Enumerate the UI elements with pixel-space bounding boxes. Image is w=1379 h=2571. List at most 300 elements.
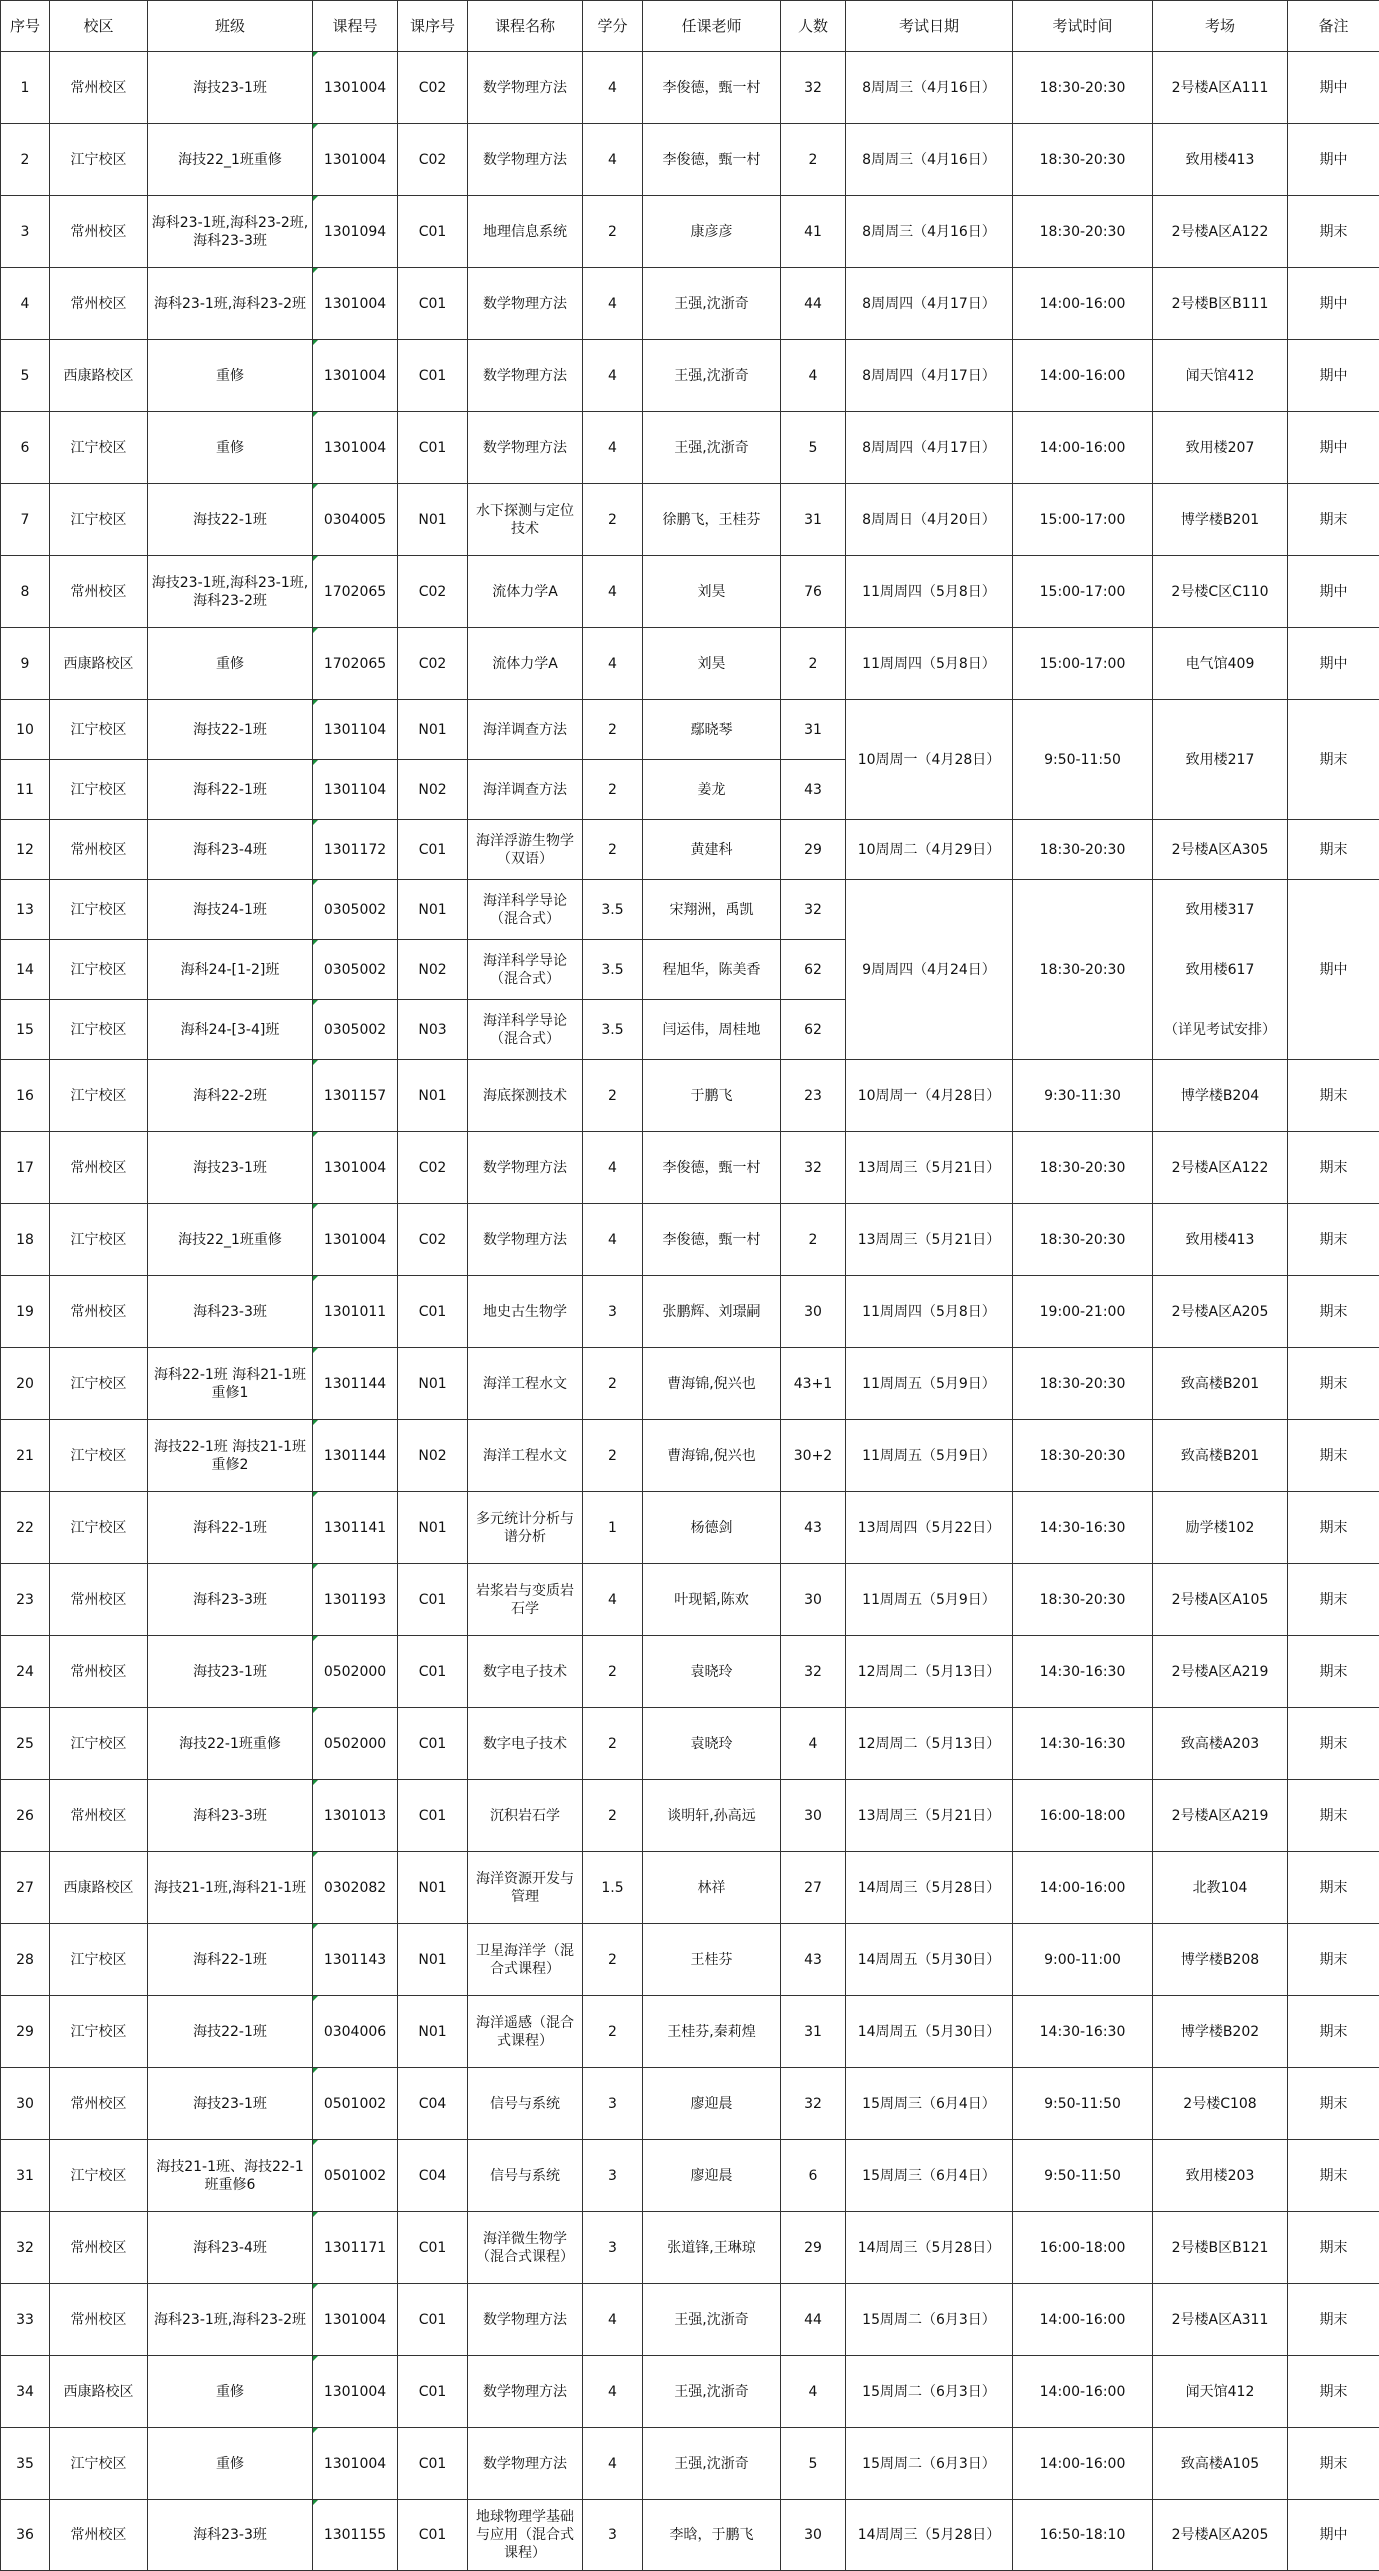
cell-exam-date: 11周周五（5月9日） xyxy=(846,1348,1013,1420)
cell-class: 海技22-1班重修 xyxy=(148,1708,313,1780)
cell-room: 致高楼A105 xyxy=(1153,2428,1288,2500)
cell-campus: 常州校区 xyxy=(50,2284,148,2356)
cell-exam-date: 10周周二（4月29日） xyxy=(846,820,1013,880)
cell-exam-date: 8周周三（4月16日） xyxy=(846,52,1013,124)
cell-exam-time: 9:50-11:50 xyxy=(1013,2068,1153,2140)
cell-credit: 3 xyxy=(583,1276,643,1348)
table-row xyxy=(1,2428,1379,2500)
cell-campus: 常州校区 xyxy=(50,2212,148,2284)
cell-exam-time: 9:50-11:50 xyxy=(1013,2140,1153,2212)
cell-campus: 常州校区 xyxy=(50,1780,148,1852)
room-line: 致用楼317 xyxy=(1156,900,1284,920)
cell-exam-time: 14:30-16:30 xyxy=(1013,1636,1153,1708)
cell-course-no: 1301141 xyxy=(313,1492,398,1564)
col-header-seq: 序号 xyxy=(1,1,50,52)
cell-teacher: 林祥 xyxy=(643,1852,781,1924)
cell-teacher: 程旭华，陈美香 xyxy=(643,940,781,1000)
cell-room: 致高楼A203 xyxy=(1153,1708,1288,1780)
cell-exam-time: 18:30-20:30 xyxy=(1013,880,1153,1060)
cell-count: 2 xyxy=(781,124,846,196)
cell-campus: 西康路校区 xyxy=(50,340,148,412)
col-header-note: 备注 xyxy=(1288,1,1379,52)
cell-note: 期末 xyxy=(1288,2284,1379,2356)
cell-course-seq: C01 xyxy=(398,1564,468,1636)
cell-seq: 5 xyxy=(1,340,50,412)
cell-teacher: 袁晓玲 xyxy=(643,1636,781,1708)
cell-note: 期中 xyxy=(1288,124,1379,196)
cell-teacher: 王强,沈浙奇 xyxy=(643,2284,781,2356)
cell-course-no: 0305002 xyxy=(313,940,398,1000)
cell-exam-date: 15周周二（6月3日） xyxy=(846,2428,1013,2500)
cell-campus: 江宁校区 xyxy=(50,1000,148,1060)
cell-room: 电气馆409 xyxy=(1153,628,1288,700)
cell-note: 期末 xyxy=(1288,196,1379,268)
cell-count: 43 xyxy=(781,1492,846,1564)
cell-class: 海科22-1班 xyxy=(148,1924,313,1996)
cell-note: 期末 xyxy=(1288,2212,1379,2284)
cell-room: 致用楼413 xyxy=(1153,1204,1288,1276)
cell-seq: 17 xyxy=(1,1132,50,1204)
cell-credit: 3 xyxy=(583,2140,643,2212)
cell-campus: 常州校区 xyxy=(50,556,148,628)
table-row xyxy=(1,484,1379,556)
cell-count: 32 xyxy=(781,1636,846,1708)
cell-note: 期末 xyxy=(1288,1492,1379,1564)
cell-exam-time: 18:30-20:30 xyxy=(1013,124,1153,196)
table-row xyxy=(1,1420,1379,1492)
cell-exam-date: 8周周四（4月17日） xyxy=(846,340,1013,412)
cell-count: 76 xyxy=(781,556,846,628)
table-row xyxy=(1,340,1379,412)
cell-course-name: 海洋调查方法 xyxy=(468,700,583,760)
cell-course-name: 数学物理方法 xyxy=(468,2284,583,2356)
cell-course-no: 0305002 xyxy=(313,880,398,940)
cell-course-seq: C01 xyxy=(398,268,468,340)
cell-room: 2号楼A区A122 xyxy=(1153,196,1288,268)
cell-course-name: 数字电子技术 xyxy=(468,1708,583,1780)
cell-course-no: 1301013 xyxy=(313,1780,398,1852)
header-row xyxy=(1,1,1379,52)
cell-room: 致用楼217 xyxy=(1153,700,1288,820)
cell-exam-date: 10周周一（4月28日） xyxy=(846,700,1013,820)
cell-class: 海科23-1班,海科23-2班,海科23-3班 xyxy=(148,196,313,268)
cell-course-seq: C01 xyxy=(398,2428,468,2500)
cell-course-no: 1301004 xyxy=(313,1204,398,1276)
cell-course-seq: C01 xyxy=(398,2212,468,2284)
table-row xyxy=(1,124,1379,196)
cell-credit: 3 xyxy=(583,2212,643,2284)
cell-course-name: 数字电子技术 xyxy=(468,1636,583,1708)
room-line: 致用楼617 xyxy=(1156,960,1284,980)
cell-course-no: 0502000 xyxy=(313,1636,398,1708)
cell-campus: 江宁校区 xyxy=(50,1492,148,1564)
cell-note: 期末 xyxy=(1288,1852,1379,1924)
cell-room: 致用楼203 xyxy=(1153,2140,1288,2212)
cell-course-name: 海洋调查方法 xyxy=(468,760,583,820)
cell-note: 期末 xyxy=(1288,1348,1379,1420)
cell-course-no: 1702065 xyxy=(313,628,398,700)
cell-count: 32 xyxy=(781,880,846,940)
cell-course-name: 海洋工程水文 xyxy=(468,1348,583,1420)
cell-count: 31 xyxy=(781,700,846,760)
cell-seq: 25 xyxy=(1,1708,50,1780)
cell-course-no: 1301004 xyxy=(313,124,398,196)
cell-course-seq: N01 xyxy=(398,484,468,556)
cell-class: 重修 xyxy=(148,628,313,700)
cell-seq: 10 xyxy=(1,700,50,760)
cell-course-name: 沉积岩石学 xyxy=(468,1780,583,1852)
cell-count: 44 xyxy=(781,268,846,340)
table-row xyxy=(1,2356,1379,2428)
cell-note: 期末 xyxy=(1288,1996,1379,2068)
cell-seq: 6 xyxy=(1,412,50,484)
cell-teacher: 王桂芬,秦莉煌 xyxy=(643,1996,781,2068)
cell-course-seq: N01 xyxy=(398,700,468,760)
cell-class: 海科23-3班 xyxy=(148,2500,313,2571)
col-header-teacher: 任课老师 xyxy=(643,1,781,52)
cell-course-seq: C01 xyxy=(398,2356,468,2428)
cell-exam-date: 8周周日（4月20日） xyxy=(846,484,1013,556)
cell-count: 62 xyxy=(781,940,846,1000)
cell-credit: 3 xyxy=(583,2068,643,2140)
cell-campus: 常州校区 xyxy=(50,1276,148,1348)
cell-class: 海技22-1班 xyxy=(148,700,313,760)
cell-course-seq: C02 xyxy=(398,1132,468,1204)
cell-class: 海技22_1班重修 xyxy=(148,124,313,196)
cell-note: 期中 xyxy=(1288,556,1379,628)
cell-credit: 2 xyxy=(583,484,643,556)
cell-note: 期中 xyxy=(1288,2500,1379,2571)
cell-campus: 西康路校区 xyxy=(50,628,148,700)
cell-class: 海技22-1班 海技21-1班重修2 xyxy=(148,1420,313,1492)
cell-exam-date: 11周周四（5月8日） xyxy=(846,1276,1013,1348)
cell-seq: 31 xyxy=(1,2140,50,2212)
cell-course-seq: C04 xyxy=(398,2068,468,2140)
cell-count: 41 xyxy=(781,196,846,268)
cell-exam-date: 14周周五（5月30日） xyxy=(846,1924,1013,1996)
cell-exam-date: 13周周三（5月21日） xyxy=(846,1132,1013,1204)
table-row xyxy=(1,1276,1379,1348)
cell-teacher: 李俊德，甄一村 xyxy=(643,1132,781,1204)
cell-course-name: 数学物理方法 xyxy=(468,268,583,340)
cell-credit: 2 xyxy=(583,1420,643,1492)
cell-count: 30 xyxy=(781,1564,846,1636)
cell-teacher: 姜龙 xyxy=(643,760,781,820)
cell-count: 4 xyxy=(781,2356,846,2428)
cell-class: 重修 xyxy=(148,412,313,484)
cell-credit: 2 xyxy=(583,1636,643,1708)
cell-seq: 28 xyxy=(1,1924,50,1996)
cell-exam-time: 14:00-16:00 xyxy=(1013,2284,1153,2356)
cell-teacher: 曹海锦,倪兴也 xyxy=(643,1420,781,1492)
cell-exam-date: 14周周五（5月30日） xyxy=(846,1996,1013,2068)
col-header-room: 考场 xyxy=(1153,1,1288,52)
cell-credit: 4 xyxy=(583,556,643,628)
cell-course-seq: C02 xyxy=(398,124,468,196)
cell-credit: 4 xyxy=(583,52,643,124)
exam-schedule-body xyxy=(1,52,1379,2571)
cell-course-no: 1301143 xyxy=(313,1924,398,1996)
cell-seq: 12 xyxy=(1,820,50,880)
cell-exam-time: 14:00-16:00 xyxy=(1013,412,1153,484)
cell-exam-date: 13周周四（5月22日） xyxy=(846,1492,1013,1564)
cell-seq: 16 xyxy=(1,1060,50,1132)
cell-seq: 11 xyxy=(1,760,50,820)
cell-note: 期中 xyxy=(1288,628,1379,700)
cell-course-seq: N01 xyxy=(398,1060,468,1132)
cell-class: 海技23-1班 xyxy=(148,1132,313,1204)
cell-course-seq: N02 xyxy=(398,1420,468,1492)
table-row xyxy=(1,1780,1379,1852)
cell-class: 海技21-1班、海技22-1班重修6 xyxy=(148,2140,313,2212)
cell-teacher: 叶现韬,陈欢 xyxy=(643,1564,781,1636)
cell-course-name: 岩浆岩与变质岩石学 xyxy=(468,1564,583,1636)
cell-class: 海技22-1班 xyxy=(148,1996,313,2068)
cell-class: 海技23-1班 xyxy=(148,2068,313,2140)
cell-exam-time: 14:00-16:00 xyxy=(1013,1852,1153,1924)
cell-exam-time: 18:30-20:30 xyxy=(1013,1420,1153,1492)
cell-course-seq: C02 xyxy=(398,52,468,124)
cell-course-seq: N01 xyxy=(398,1492,468,1564)
cell-note: 期末 xyxy=(1288,1276,1379,1348)
cell-seq: 15 xyxy=(1,1000,50,1060)
cell-campus: 西康路校区 xyxy=(50,2356,148,2428)
cell-course-no: 0501002 xyxy=(313,2140,398,2212)
col-header-class: 班级 xyxy=(148,1,313,52)
cell-exam-time: 18:30-20:30 xyxy=(1013,196,1153,268)
table-row xyxy=(1,700,1379,760)
cell-teacher: 闫运伟，周桂地 xyxy=(643,1000,781,1060)
cell-room: 2号楼B区B121 xyxy=(1153,2212,1288,2284)
cell-seq: 32 xyxy=(1,2212,50,2284)
cell-note: 期中 xyxy=(1288,880,1379,1060)
cell-campus: 江宁校区 xyxy=(50,2140,148,2212)
cell-credit: 2 xyxy=(583,1060,643,1132)
cell-campus: 江宁校区 xyxy=(50,1996,148,2068)
cell-course-no: 1301172 xyxy=(313,820,398,880)
cell-room: 2号楼A区A205 xyxy=(1153,1276,1288,1348)
col-header-course-seq: 课序号 xyxy=(398,1,468,52)
cell-course-name: 地史古生物学 xyxy=(468,1276,583,1348)
cell-exam-time: 16:00-18:00 xyxy=(1013,2212,1153,2284)
cell-exam-time: 18:30-20:30 xyxy=(1013,1132,1153,1204)
table-row xyxy=(1,1564,1379,1636)
cell-credit: 4 xyxy=(583,1564,643,1636)
cell-note: 期中 xyxy=(1288,412,1379,484)
cell-teacher: 李晗，于鹏飞 xyxy=(643,2500,781,2571)
cell-exam-date: 12周周二（5月13日） xyxy=(846,1636,1013,1708)
cell-class: 海科22-1班 海科21-1班重修1 xyxy=(148,1348,313,1420)
cell-seq: 1 xyxy=(1,52,50,124)
cell-room: 致用楼207 xyxy=(1153,412,1288,484)
cell-note: 期末 xyxy=(1288,1564,1379,1636)
cell-room: 2号楼A区A219 xyxy=(1153,1636,1288,1708)
cell-count: 4 xyxy=(781,1708,846,1780)
cell-note: 期末 xyxy=(1288,1924,1379,1996)
col-header-campus: 校区 xyxy=(50,1,148,52)
cell-course-name: 地理信息系统 xyxy=(468,196,583,268)
cell-note: 期末 xyxy=(1288,700,1379,820)
cell-room: 闻天馆412 xyxy=(1153,340,1288,412)
cell-count: 5 xyxy=(781,412,846,484)
cell-course-name: 流体力学A xyxy=(468,556,583,628)
cell-exam-date: 13周周三（5月21日） xyxy=(846,1204,1013,1276)
table-row xyxy=(1,268,1379,340)
cell-seq: 27 xyxy=(1,1852,50,1924)
cell-credit: 3.5 xyxy=(583,940,643,1000)
cell-teacher: 刘昊 xyxy=(643,556,781,628)
table-row xyxy=(1,1852,1379,1924)
cell-room: 2号楼A区A111 xyxy=(1153,52,1288,124)
cell-exam-time: 18:30-20:30 xyxy=(1013,1204,1153,1276)
cell-course-no: 0501002 xyxy=(313,2068,398,2140)
cell-room: 博学楼B201 xyxy=(1153,484,1288,556)
cell-seq: 3 xyxy=(1,196,50,268)
cell-room: 博学楼B204 xyxy=(1153,1060,1288,1132)
cell-course-no: 1301004 xyxy=(313,340,398,412)
cell-exam-time: 16:50-18:10 xyxy=(1013,2500,1153,2571)
cell-course-name: 海洋科学导论（混合式） xyxy=(468,880,583,940)
cell-class: 海科24-[3-4]班 xyxy=(148,1000,313,1060)
cell-exam-time: 14:30-16:30 xyxy=(1013,1492,1153,1564)
cell-campus: 江宁校区 xyxy=(50,1708,148,1780)
cell-seq: 35 xyxy=(1,2428,50,2500)
cell-course-no: 1301094 xyxy=(313,196,398,268)
cell-class: 重修 xyxy=(148,340,313,412)
cell-seq: 23 xyxy=(1,1564,50,1636)
cell-credit: 4 xyxy=(583,124,643,196)
cell-campus: 江宁校区 xyxy=(50,484,148,556)
cell-count: 30+2 xyxy=(781,1420,846,1492)
cell-note: 期末 xyxy=(1288,2068,1379,2140)
cell-class: 海科24-[1-2]班 xyxy=(148,940,313,1000)
cell-teacher: 黄建科 xyxy=(643,820,781,880)
cell-count: 23 xyxy=(781,1060,846,1132)
cell-exam-date: 14周周三（5月28日） xyxy=(846,2500,1013,2571)
cell-teacher: 王强,沈浙奇 xyxy=(643,340,781,412)
cell-campus: 江宁校区 xyxy=(50,124,148,196)
cell-note: 期中 xyxy=(1288,340,1379,412)
cell-credit: 3 xyxy=(583,2500,643,2571)
cell-class: 海技24-1班 xyxy=(148,880,313,940)
col-header-course-no: 课程号 xyxy=(313,1,398,52)
cell-course-seq: N01 xyxy=(398,1852,468,1924)
cell-course-seq: C04 xyxy=(398,2140,468,2212)
cell-course-seq: N02 xyxy=(398,940,468,1000)
cell-exam-date: 15周周二（6月3日） xyxy=(846,2356,1013,2428)
cell-exam-time: 14:00-16:00 xyxy=(1013,2428,1153,2500)
cell-course-no: 1301004 xyxy=(313,2284,398,2356)
table-row xyxy=(1,1708,1379,1780)
cell-credit: 2 xyxy=(583,1708,643,1780)
cell-exam-time: 14:30-16:30 xyxy=(1013,1996,1153,2068)
cell-seq: 7 xyxy=(1,484,50,556)
cell-room: 2号楼A区A219 xyxy=(1153,1780,1288,1852)
cell-course-name: 数学物理方法 xyxy=(468,412,583,484)
cell-exam-date: 10周周一（4月28日） xyxy=(846,1060,1013,1132)
cell-count: 44 xyxy=(781,2284,846,2356)
cell-count: 6 xyxy=(781,2140,846,2212)
cell-campus: 常州校区 xyxy=(50,2068,148,2140)
cell-seq: 34 xyxy=(1,2356,50,2428)
cell-exam-date: 8周周三（4月16日） xyxy=(846,124,1013,196)
cell-course-name: 海洋资源开发与管理 xyxy=(468,1852,583,1924)
cell-exam-date: 12周周二（5月13日） xyxy=(846,1708,1013,1780)
cell-course-no: 1301011 xyxy=(313,1276,398,1348)
cell-count: 43+1 xyxy=(781,1348,846,1420)
cell-count: 2 xyxy=(781,1204,846,1276)
cell-exam-date: 14周周三（5月28日） xyxy=(846,2212,1013,2284)
cell-seq: 22 xyxy=(1,1492,50,1564)
cell-exam-date: 9周周四（4月24日） xyxy=(846,880,1013,1060)
cell-credit: 1.5 xyxy=(583,1852,643,1924)
cell-class: 海科22-2班 xyxy=(148,1060,313,1132)
cell-course-seq: C01 xyxy=(398,2284,468,2356)
cell-course-no: 0305002 xyxy=(313,1000,398,1060)
cell-teacher: 袁晓玲 xyxy=(643,1708,781,1780)
cell-seq: 9 xyxy=(1,628,50,700)
cell-note: 期末 xyxy=(1288,1420,1379,1492)
cell-seq: 13 xyxy=(1,880,50,940)
cell-room: 北教104 xyxy=(1153,1852,1288,1924)
table-row xyxy=(1,1996,1379,2068)
cell-course-seq: C01 xyxy=(398,196,468,268)
cell-exam-time: 18:30-20:30 xyxy=(1013,1348,1153,1420)
cell-course-name: 信号与系统 xyxy=(468,2140,583,2212)
table-row xyxy=(1,2068,1379,2140)
cell-course-name: 海洋科学导论（混合式） xyxy=(468,1000,583,1060)
cell-note: 期末 xyxy=(1288,1204,1379,1276)
cell-note: 期末 xyxy=(1288,1636,1379,1708)
cell-credit: 2 xyxy=(583,1996,643,2068)
cell-course-name: 海洋科学导论（混合式） xyxy=(468,940,583,1000)
table-row xyxy=(1,1348,1379,1420)
table-row xyxy=(1,52,1379,124)
cell-count: 31 xyxy=(781,1996,846,2068)
cell-course-name: 海洋工程水文 xyxy=(468,1420,583,1492)
cell-course-seq: N03 xyxy=(398,1000,468,1060)
cell-class: 海科23-4班 xyxy=(148,2212,313,2284)
cell-course-seq: C01 xyxy=(398,1780,468,1852)
cell-campus: 西康路校区 xyxy=(50,1852,148,1924)
cell-seq: 30 xyxy=(1,2068,50,2140)
cell-credit: 3.5 xyxy=(583,880,643,940)
cell-campus: 常州校区 xyxy=(50,1636,148,1708)
table-row xyxy=(1,820,1379,880)
cell-course-name: 数学物理方法 xyxy=(468,1132,583,1204)
cell-credit: 2 xyxy=(583,1924,643,1996)
cell-course-no: 0304005 xyxy=(313,484,398,556)
cell-course-no: 1301004 xyxy=(313,2356,398,2428)
cell-course-name: 信号与系统 xyxy=(468,2068,583,2140)
cell-room: 2号楼C108 xyxy=(1153,2068,1288,2140)
cell-credit: 2 xyxy=(583,196,643,268)
cell-course-seq: N01 xyxy=(398,1924,468,1996)
cell-course-no: 0302082 xyxy=(313,1852,398,1924)
col-header-credit: 学分 xyxy=(583,1,643,52)
table-row xyxy=(1,196,1379,268)
cell-credit: 3.5 xyxy=(583,1000,643,1060)
cell-campus: 江宁校区 xyxy=(50,760,148,820)
cell-exam-time: 18:30-20:30 xyxy=(1013,1564,1153,1636)
cell-class: 海技21-1班,海科21-1班 xyxy=(148,1852,313,1924)
table-row xyxy=(1,1636,1379,1708)
table-row xyxy=(1,2212,1379,2284)
cell-course-seq: C01 xyxy=(398,1636,468,1708)
cell-course-no: 0502000 xyxy=(313,1708,398,1780)
cell-room xyxy=(1153,880,1288,1060)
cell-exam-time: 15:00-17:00 xyxy=(1013,484,1153,556)
